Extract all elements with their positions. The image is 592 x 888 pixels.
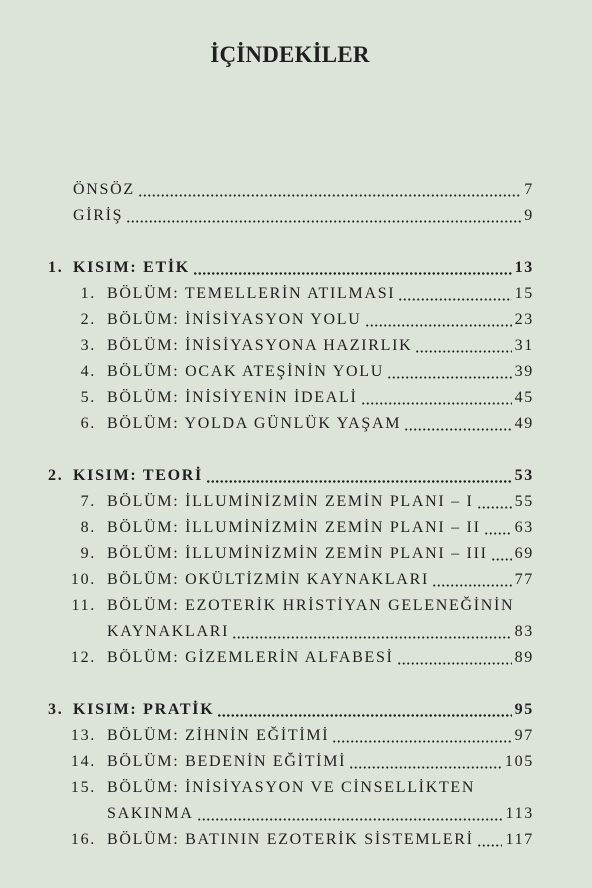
dot-leader <box>217 714 511 717</box>
toc-entry-chapter-3 <box>0 333 592 359</box>
chapter-title: BÖLÜM: İNİSİYASYONA HAZIRLIK <box>107 337 413 354</box>
toc-entry-chapter-5 <box>0 385 592 411</box>
dot-leader <box>126 220 521 223</box>
dot-leader <box>477 844 503 847</box>
chapter-number: 4. <box>80 363 96 380</box>
toc-entry-chapter-10 <box>0 567 592 593</box>
dot-leader <box>404 428 511 431</box>
chapter-title: BÖLÜM: YOLDA GÜNLÜK YAŞAM <box>107 415 402 432</box>
section-spacer <box>0 437 592 463</box>
chapter-number: 7. <box>80 493 96 510</box>
toc-entry-chapter-12 <box>0 645 592 671</box>
chapter-number: 1. <box>80 285 96 302</box>
page-number: 117 <box>505 831 534 848</box>
chapter-title: BÖLÜM: İLLUMİNİZMİN ZEMİN PLANI – II <box>107 519 481 536</box>
dot-leader <box>349 766 502 769</box>
toc-entry-part-3 <box>0 697 592 723</box>
page-number: 77 <box>514 571 534 588</box>
dot-leader <box>397 662 512 665</box>
chapter-number: 5. <box>80 389 96 406</box>
dot-leader <box>332 740 511 743</box>
page-number: 83 <box>514 623 534 640</box>
dot-leader <box>365 324 512 327</box>
chapter-title: BÖLÜM: İLLUMİNİZMİN ZEMİN PLANI – III <box>107 545 488 562</box>
chapter-title: BÖLÜM: ZİHNİN EĞİTİMİ <box>107 727 330 744</box>
page-number: 53 <box>514 467 534 484</box>
toc-entry-chapter-14 <box>0 749 592 775</box>
toc-entry-chapter-1 <box>0 281 592 307</box>
page-number: 63 <box>514 519 534 536</box>
toc-entry-chapter-11 <box>0 593 592 619</box>
chapter-number: 13. <box>70 727 96 744</box>
toc-entry-chapter-6 <box>0 411 592 437</box>
page-title: İÇİNDEKİLER <box>210 42 370 67</box>
dot-leader <box>232 636 511 639</box>
toc-entry-chapter-15-continued <box>0 801 592 827</box>
part-title: KISIM: ETİK <box>73 259 190 276</box>
part-number: 1. <box>48 259 64 276</box>
dot-leader <box>432 584 512 587</box>
entry-title: ÖNSÖZ <box>73 181 135 198</box>
part-title: KISIM: TEORİ <box>73 467 203 484</box>
toc-entry-chapter-7 <box>0 489 592 515</box>
dot-leader <box>197 818 503 821</box>
chapter-title: BÖLÜM: OKÜLTİZMİN KAYNAKLARI <box>107 571 429 588</box>
page-number: 89 <box>514 649 534 666</box>
toc-entry-chapter-11-continued <box>0 619 592 645</box>
chapter-title: BÖLÜM: BEDENİN EĞİTİMİ <box>107 753 347 770</box>
dot-leader <box>138 194 521 197</box>
toc-entry-chapter-2 <box>0 307 592 333</box>
page-number: 31 <box>514 337 534 354</box>
page-number: 113 <box>505 805 534 822</box>
dot-leader <box>477 506 512 509</box>
chapter-title: BÖLÜM: BATININ EZOTERİK SİSTEMLERİ <box>107 831 474 848</box>
toc-entry-onsoz <box>0 177 592 203</box>
dot-leader <box>491 558 512 561</box>
table-of-contents <box>0 177 592 853</box>
page-number: 97 <box>514 727 534 744</box>
toc-entry-chapter-9 <box>0 541 592 567</box>
toc-entry-part-2 <box>0 463 592 489</box>
chapter-title: BÖLÜM: GİZEMLERİN ALFABESİ <box>107 649 394 666</box>
dot-leader <box>398 298 511 301</box>
dot-leader <box>193 272 512 275</box>
toc-entry-chapter-13 <box>0 723 592 749</box>
dot-leader <box>387 376 512 379</box>
page-number: 15 <box>514 285 534 302</box>
toc-entry-chapter-8 <box>0 515 592 541</box>
chapter-number: 2. <box>80 311 96 328</box>
section-spacer <box>0 229 592 255</box>
page-number: 105 <box>504 753 534 770</box>
chapter-number: 8. <box>80 519 96 536</box>
page-number: 23 <box>514 311 534 328</box>
chapter-title: BÖLÜM: İNİSİYENİN İDEALİ <box>107 389 358 406</box>
chapter-title-continued: KAYNAKLARI <box>107 623 230 640</box>
chapter-number: 3. <box>80 337 96 354</box>
toc-entry-giris <box>0 203 592 229</box>
page-number: 13 <box>514 259 534 276</box>
dot-leader <box>361 402 512 405</box>
toc-entry-chapter-4 <box>0 359 592 385</box>
page-number: 9 <box>524 207 534 224</box>
chapter-title: BÖLÜM: İNİSİYASYON YOLU <box>107 311 362 328</box>
chapter-number: 16. <box>70 831 96 848</box>
chapter-number: 15. <box>70 779 96 796</box>
chapter-number: 11. <box>71 597 96 614</box>
toc-entry-chapter-15 <box>0 775 592 801</box>
toc-entry-chapter-16 <box>0 827 592 853</box>
chapter-title: BÖLÜM: TEMELLERİN ATILMASI <box>107 285 396 302</box>
dot-leader <box>484 532 512 535</box>
page-number: 45 <box>514 389 534 406</box>
dot-leader <box>415 350 511 353</box>
chapter-title-continued: SAKINMA <box>107 805 194 822</box>
chapter-number: 14. <box>70 753 96 770</box>
page-number: 95 <box>514 701 534 718</box>
chapter-title: BÖLÜM: EZOTERİK HRİSTİYAN GELENEĞİNİN <box>107 597 515 614</box>
section-spacer <box>0 671 592 697</box>
part-number: 2. <box>48 467 64 484</box>
entry-title: GİRİŞ <box>73 207 124 224</box>
part-number: 3. <box>48 701 64 718</box>
page-number: 39 <box>514 363 534 380</box>
page-number: 7 <box>524 181 534 198</box>
chapter-title: BÖLÜM: İNİSİYASYON VE CİNSELLİKTEN <box>107 779 476 796</box>
chapter-title: BÖLÜM: OCAK ATEŞİNİN YOLU <box>107 363 385 380</box>
page-number: 69 <box>514 545 534 562</box>
page-number: 55 <box>514 493 534 510</box>
dot-leader <box>206 480 512 483</box>
chapter-number: 6. <box>80 415 96 432</box>
chapter-number: 10. <box>70 571 96 588</box>
chapter-number: 12. <box>70 649 96 666</box>
page-number: 49 <box>514 415 534 432</box>
chapter-number: 9. <box>80 545 96 562</box>
chapter-title: BÖLÜM: İLLUMİNİZMİN ZEMİN PLANI – I <box>107 493 474 510</box>
toc-entry-part-1 <box>0 255 592 281</box>
part-title: KISIM: PRATİK <box>73 701 215 718</box>
